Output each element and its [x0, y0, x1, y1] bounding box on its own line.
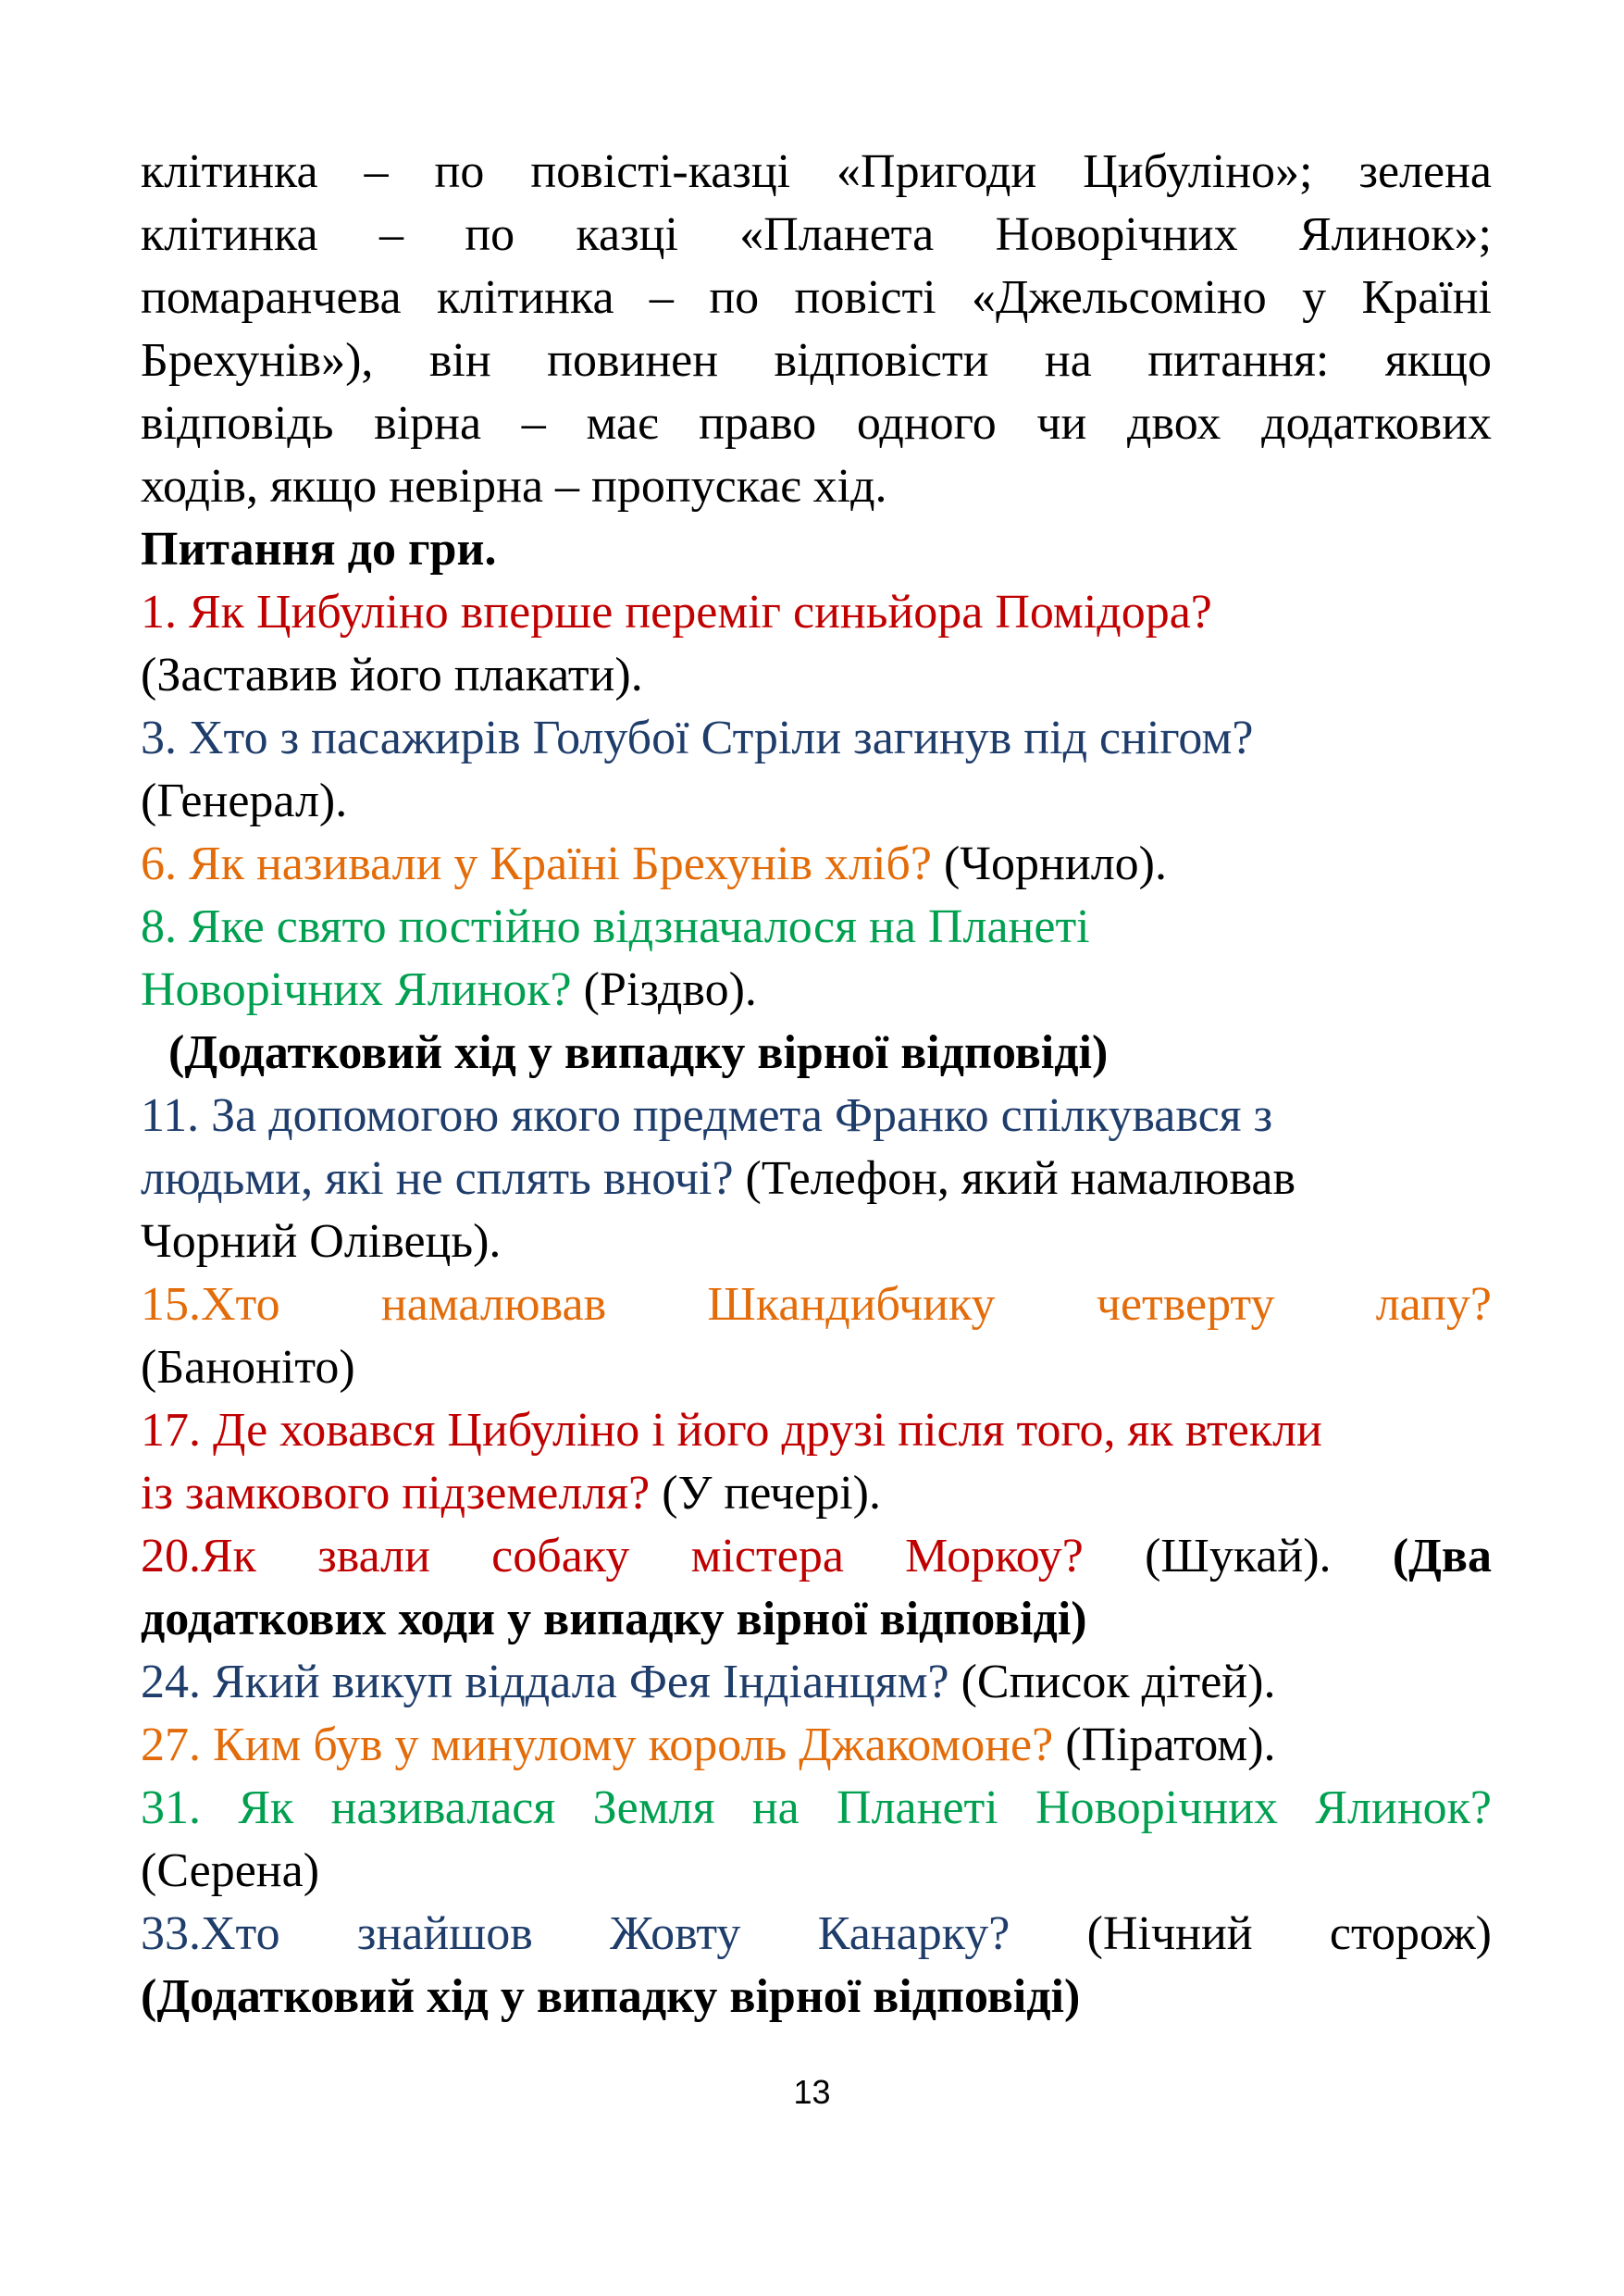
question-8: 8. Яке свято постійно відзначалося на Планеті — [141, 900, 1090, 953]
page-number: 13 — [793, 2073, 831, 2111]
extra-move-note-20: (Два — [1331, 1530, 1492, 1582]
answer-1: (Заставив його плакати). — [141, 649, 643, 701]
answer-8: (Різдво). — [571, 963, 757, 1016]
answer-24: (Список дітей). — [948, 1656, 1276, 1708]
question-15 — [141, 1273, 1492, 1336]
answer-3: (Генерал). — [141, 775, 348, 827]
question-20: 20.Як звали собаку містера Моркоу? — [141, 1530, 1084, 1582]
answer-27: (Піратом). — [1053, 1719, 1276, 1771]
question-6-line — [141, 833, 1492, 896]
intro-line: Брехунів»), він повинен відповісти на питання: якщо — [141, 334, 1492, 387]
question-6: 6. Як називали у Країні Брехунів хліб? — [141, 838, 932, 890]
answer-17: (У печері). — [650, 1467, 881, 1520]
question-8-cont: Новорічних Ялинок? — [141, 963, 572, 1016]
question-11-line — [141, 1148, 1492, 1210]
question-17-line — [141, 1462, 1492, 1525]
question-15-word: Шкандибчику — [707, 1278, 996, 1331]
question-24: 24. Який викуп віддала Фея Індіанцям? — [141, 1656, 949, 1708]
question-33-line — [141, 1903, 1492, 1966]
intro-line: клітинка – по повісті-казці «Пригоди Цибуліно»; зелена — [141, 145, 1492, 198]
question-20-line — [141, 1525, 1492, 1588]
extra-move-note-20-cont: додаткових ходи у випадку вірної відповіді) — [141, 1593, 1087, 1645]
extra-move-note: (Додатковий хід у випадку вірної відповіді) — [168, 1026, 1109, 1079]
answer-31: (Серена) — [141, 1844, 320, 1897]
answer-11-cont: Чорний Олівець). — [141, 1215, 502, 1268]
question-15-word: лапу? — [1375, 1278, 1492, 1331]
document-page — [141, 141, 1492, 2029]
answer-11: (Телефон, який намалював — [733, 1152, 1296, 1205]
question-27-line — [141, 1714, 1492, 1777]
question-1: 1. Як Цибуліно вперше переміг синьйора Помідора? — [141, 586, 1212, 639]
extra-move-note-33: (Додатковий хід у випадку вірної відповіді) — [141, 1970, 1081, 2023]
answer-33: (Нічний сторож) — [1010, 1907, 1492, 1960]
question-11-cont: людьми, які не сплять вночі? — [141, 1152, 734, 1205]
question-3: 3. Хто з пасажирів Голубої Стріли загинув під снігом? — [141, 712, 1254, 764]
answer-20: (Шукай). — [1083, 1530, 1332, 1582]
intro-line: відповідь вірна – має право одного чи двох додаткових — [141, 397, 1492, 450]
question-27: 27. Ким був у минулому король Джакомоне? — [141, 1719, 1054, 1771]
question-24-line — [141, 1651, 1492, 1714]
intro-line: ходів, якщо невірна – пропускає хід. — [141, 460, 887, 513]
question-17-cont: із замкового підземелля? — [141, 1467, 651, 1520]
intro-paragraph — [141, 141, 1492, 518]
question-15-word: четверту — [1096, 1278, 1275, 1331]
question-15-word: 15.Хто — [141, 1278, 280, 1331]
question-8-line — [141, 959, 1492, 1022]
question-15-word: намалював — [380, 1278, 607, 1331]
question-11: 11. За допомогою якого предмета Франко спілкувався з — [141, 1089, 1273, 1142]
question-17: 17. Де ховався Цибуліно і його друзі після того, як втекли — [141, 1404, 1322, 1457]
answer-6: (Чорнило). — [931, 838, 1167, 890]
section-heading: Питання до гри. — [141, 523, 497, 576]
intro-line: помаранчева клітинка – по повісті «Джельсоміно у Країні — [141, 271, 1492, 324]
answer-15: (Баноніто) — [141, 1341, 355, 1394]
question-31: 31. Як називалася Земля на Планеті Новорічних Ялинок? — [141, 1781, 1492, 1834]
question-33: 33.Хто знайшов Жовту Канарку? — [141, 1907, 1010, 1960]
intro-line: клітинка – по казці «Планета Новорічних Ялинок»; — [141, 208, 1492, 261]
